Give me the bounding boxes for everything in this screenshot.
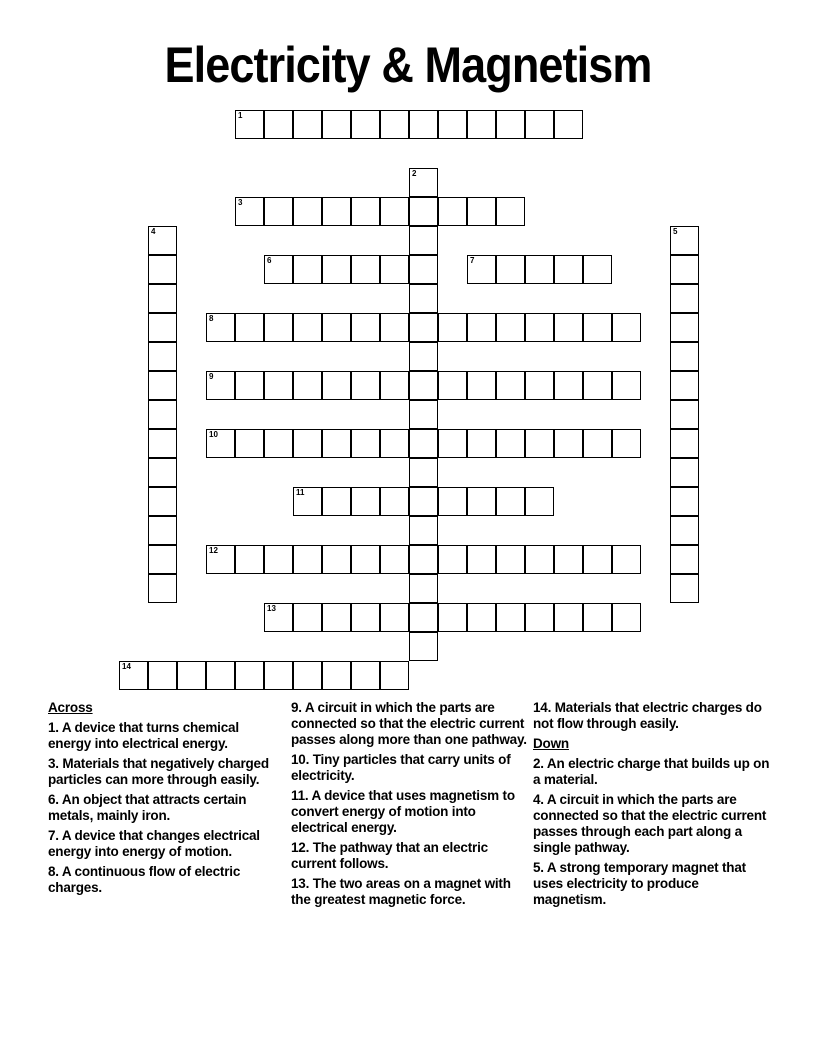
clue-number: 14: [122, 662, 131, 671]
grid-cell[interactable]: [293, 255, 322, 284]
grid-cell[interactable]: [235, 545, 264, 574]
grid-cell[interactable]: [322, 545, 351, 574]
grid-cell[interactable]: [380, 487, 409, 516]
grid-cell[interactable]: [467, 545, 496, 574]
grid-cell[interactable]: [670, 574, 699, 603]
grid-cell[interactable]: [293, 487, 322, 516]
grid-cell[interactable]: [612, 429, 641, 458]
clue-down-2: 2. An electric charge that builds up on a material.: [533, 756, 770, 787]
grid-cell[interactable]: [612, 371, 641, 400]
clue-across-12: 12. The pathway that an electric current follows.: [291, 840, 488, 871]
grid-cell[interactable]: [583, 429, 612, 458]
clues-column-2: [291, 700, 527, 912]
grid-cell[interactable]: [496, 110, 525, 139]
grid-cell[interactable]: [322, 429, 351, 458]
grid-cell[interactable]: [380, 255, 409, 284]
grid-cell[interactable]: [525, 603, 554, 632]
grid-cell[interactable]: [438, 197, 467, 226]
grid-cell[interactable]: [322, 487, 351, 516]
grid-cell[interactable]: [670, 429, 699, 458]
grid-cell[interactable]: [409, 284, 438, 313]
clue-number: 11: [296, 488, 305, 497]
clue-across-10: 10. Tiny particles that carry units of electricity.: [291, 752, 511, 783]
grid-cell[interactable]: [380, 603, 409, 632]
grid-cell[interactable]: [554, 545, 583, 574]
clue-across-6: 6. An object that attracts certain metals, mainly iron.: [48, 792, 247, 823]
grid-cell[interactable]: [148, 574, 177, 603]
page-title: Electricity & Magnetism: [164, 37, 652, 93]
grid-cell[interactable]: [293, 197, 322, 226]
grid-cell[interactable]: [409, 516, 438, 545]
grid-cell[interactable]: [438, 603, 467, 632]
grid-cell[interactable]: [496, 197, 525, 226]
grid-cell[interactable]: [351, 197, 380, 226]
grid-cell[interactable]: [380, 371, 409, 400]
grid-cell[interactable]: [322, 197, 351, 226]
grid-cell[interactable]: [322, 661, 351, 690]
grid-cell[interactable]: [351, 371, 380, 400]
grid-cell[interactable]: [264, 255, 293, 284]
grid-cell[interactable]: [525, 110, 554, 139]
grid-cell[interactable]: [409, 255, 438, 284]
clue-across-7: 7. A device that changes electrical energy into energy of motion.: [48, 828, 260, 859]
grid-cell[interactable]: [380, 110, 409, 139]
clue-across-3: 3. Materials that negatively charged particles can more through easily.: [48, 756, 269, 787]
grid-cell[interactable]: [409, 226, 438, 255]
grid-cell[interactable]: [612, 313, 641, 342]
grid-cell[interactable]: [148, 516, 177, 545]
grid-cell[interactable]: [380, 197, 409, 226]
grid-cell[interactable]: [409, 429, 438, 458]
clue-number: 10: [209, 430, 218, 439]
grid-cell[interactable]: [612, 545, 641, 574]
grid-cell[interactable]: [206, 313, 235, 342]
grid-cell[interactable]: [148, 371, 177, 400]
grid-cell[interactable]: [554, 110, 583, 139]
grid-cell[interactable]: [670, 226, 699, 255]
grid-cell[interactable]: [293, 371, 322, 400]
clue-across-13: 13. The two areas on a magnet with the greatest magnetic force.: [291, 876, 511, 907]
grid-cell[interactable]: [554, 603, 583, 632]
grid-cell[interactable]: [148, 487, 177, 516]
grid-cell[interactable]: [409, 342, 438, 371]
grid-cell[interactable]: [438, 371, 467, 400]
grid-cell[interactable]: [409, 603, 438, 632]
grid-cell[interactable]: [264, 313, 293, 342]
grid-cell[interactable]: [148, 284, 177, 313]
grid-cell[interactable]: [322, 110, 351, 139]
clue-down-5: 5. A strong temporary magnet that uses electricity to produce magnetism.: [533, 860, 746, 907]
across-heading: Across: [48, 700, 93, 715]
grid-cell[interactable]: [496, 603, 525, 632]
grid-cell[interactable]: [409, 400, 438, 429]
grid-cell[interactable]: [322, 313, 351, 342]
grid-cell[interactable]: [496, 371, 525, 400]
grid-cell[interactable]: [438, 429, 467, 458]
clues-column-3: [533, 700, 773, 912]
grid-cell[interactable]: [496, 429, 525, 458]
grid-cell[interactable]: [148, 342, 177, 371]
grid-cell[interactable]: [293, 429, 322, 458]
clue-number: 6: [267, 256, 272, 265]
grid-cell[interactable]: [351, 487, 380, 516]
grid-cell[interactable]: [148, 458, 177, 487]
grid-cell[interactable]: [148, 661, 177, 690]
grid-cell[interactable]: [148, 313, 177, 342]
grid-cell[interactable]: [496, 255, 525, 284]
grid-cell[interactable]: [525, 545, 554, 574]
clue-number: 13: [267, 604, 276, 613]
grid-cell[interactable]: [438, 110, 467, 139]
grid-cell[interactable]: [293, 661, 322, 690]
grid-cell[interactable]: [119, 661, 148, 690]
grid-cell[interactable]: [235, 197, 264, 226]
grid-cell[interactable]: [264, 197, 293, 226]
grid-cell[interactable]: [380, 429, 409, 458]
clue-across-1: 1. A device that turns chemical energy into electrical energy.: [48, 720, 239, 751]
grid-cell[interactable]: [583, 371, 612, 400]
grid-cell[interactable]: [380, 313, 409, 342]
grid-cell[interactable]: [583, 255, 612, 284]
down-heading: Down: [533, 736, 569, 751]
grid-cell[interactable]: [554, 313, 583, 342]
grid-cell[interactable]: [670, 487, 699, 516]
grid-cell[interactable]: [525, 429, 554, 458]
grid-cell[interactable]: [351, 255, 380, 284]
grid-cell[interactable]: [351, 603, 380, 632]
grid-cell[interactable]: [264, 429, 293, 458]
grid-cell[interactable]: [264, 110, 293, 139]
grid-cell[interactable]: [235, 313, 264, 342]
grid-cell[interactable]: [235, 661, 264, 690]
clue-across-8: 8. A continuous flow of electric charges.: [48, 864, 241, 895]
grid-cell[interactable]: [293, 603, 322, 632]
grid-cell[interactable]: [409, 458, 438, 487]
grid-cell[interactable]: [554, 371, 583, 400]
grid-cell[interactable]: [554, 429, 583, 458]
grid-cell[interactable]: [293, 313, 322, 342]
grid-cell[interactable]: [409, 632, 438, 661]
grid-cell[interactable]: [235, 110, 264, 139]
grid-cell[interactable]: [467, 110, 496, 139]
grid-cell[interactable]: [409, 545, 438, 574]
grid-cell[interactable]: [322, 371, 351, 400]
grid-cell[interactable]: [496, 313, 525, 342]
grid-cell[interactable]: [264, 371, 293, 400]
grid-cell[interactable]: [670, 516, 699, 545]
grid-cell[interactable]: [670, 255, 699, 284]
grid-cell[interactable]: [293, 545, 322, 574]
clue-across-11: 11. A device that uses magnetism to convert energy of motion into electrical energy.: [291, 788, 515, 835]
clue-number: 3: [238, 198, 243, 207]
grid-cell[interactable]: [322, 603, 351, 632]
clues-column-1: [48, 700, 276, 900]
grid-cell[interactable]: [467, 487, 496, 516]
grid-cell[interactable]: [409, 197, 438, 226]
grid-cell[interactable]: [293, 110, 322, 139]
grid-cell[interactable]: [206, 371, 235, 400]
grid-cell[interactable]: [583, 545, 612, 574]
grid-cell[interactable]: [409, 110, 438, 139]
clue-number: 1: [238, 111, 243, 120]
grid-cell[interactable]: [351, 545, 380, 574]
grid-cell[interactable]: [409, 313, 438, 342]
clue-across-14: 14. Materials that electric charges do not flow through easily.: [533, 700, 762, 731]
grid-cell[interactable]: [264, 661, 293, 690]
grid-cell[interactable]: [496, 545, 525, 574]
grid-cell[interactable]: [525, 487, 554, 516]
grid-cell[interactable]: [670, 313, 699, 342]
clue-number: 8: [209, 314, 214, 323]
grid-cell[interactable]: [467, 429, 496, 458]
grid-cell[interactable]: [670, 371, 699, 400]
grid-cell[interactable]: [235, 429, 264, 458]
clue-across-9: 9. A circuit in which the parts are connected so that the electric current passes along more than one pathway.: [291, 700, 527, 747]
grid-cell[interactable]: [409, 168, 438, 197]
clue-number: 12: [209, 546, 218, 555]
clue-number: 5: [673, 227, 678, 236]
grid-cell[interactable]: [525, 313, 554, 342]
grid-cell[interactable]: [670, 400, 699, 429]
grid-cell[interactable]: [148, 255, 177, 284]
grid-cell[interactable]: [467, 603, 496, 632]
grid-cell[interactable]: [496, 487, 525, 516]
grid-cell[interactable]: [467, 197, 496, 226]
grid-cell[interactable]: [409, 487, 438, 516]
grid-cell[interactable]: [670, 545, 699, 574]
grid-cell[interactable]: [467, 255, 496, 284]
grid-cell[interactable]: [322, 255, 351, 284]
grid-cell[interactable]: [351, 429, 380, 458]
grid-cell[interactable]: [206, 429, 235, 458]
grid-cell[interactable]: [148, 429, 177, 458]
grid-cell[interactable]: [148, 226, 177, 255]
grid-cell[interactable]: [206, 661, 235, 690]
grid-cell[interactable]: [351, 313, 380, 342]
grid-cell[interactable]: [438, 545, 467, 574]
grid-cell[interactable]: [409, 574, 438, 603]
grid-cell[interactable]: [670, 342, 699, 371]
grid-cell[interactable]: [380, 661, 409, 690]
grid-cell[interactable]: [438, 487, 467, 516]
grid-cell[interactable]: [148, 545, 177, 574]
grid-cell[interactable]: [438, 313, 467, 342]
grid-cell[interactable]: [525, 371, 554, 400]
grid-cell[interactable]: [235, 371, 264, 400]
grid-cell[interactable]: [351, 661, 380, 690]
grid-cell[interactable]: [612, 603, 641, 632]
grid-cell[interactable]: [583, 603, 612, 632]
grid-cell[interactable]: [670, 458, 699, 487]
grid-cell[interactable]: [583, 313, 612, 342]
grid-cell[interactable]: [351, 110, 380, 139]
grid-cell[interactable]: [467, 313, 496, 342]
clue-number: 2: [412, 169, 417, 178]
grid-cell[interactable]: [177, 661, 206, 690]
grid-cell[interactable]: [206, 545, 235, 574]
grid-cell[interactable]: [409, 371, 438, 400]
grid-cell[interactable]: [380, 545, 409, 574]
grid-cell[interactable]: [467, 371, 496, 400]
grid-cell[interactable]: [525, 255, 554, 284]
grid-cell[interactable]: [264, 603, 293, 632]
clue-number: 9: [209, 372, 214, 381]
grid-cell[interactable]: [264, 545, 293, 574]
grid-cell[interactable]: [670, 284, 699, 313]
grid-cell[interactable]: [554, 255, 583, 284]
grid-cell[interactable]: [148, 400, 177, 429]
clue-number: 4: [151, 227, 156, 236]
clue-number: 7: [470, 256, 475, 265]
clue-down-4: 4. A circuit in which the parts are connected so that the electric current passes through each part along a single pathway.: [533, 792, 767, 855]
